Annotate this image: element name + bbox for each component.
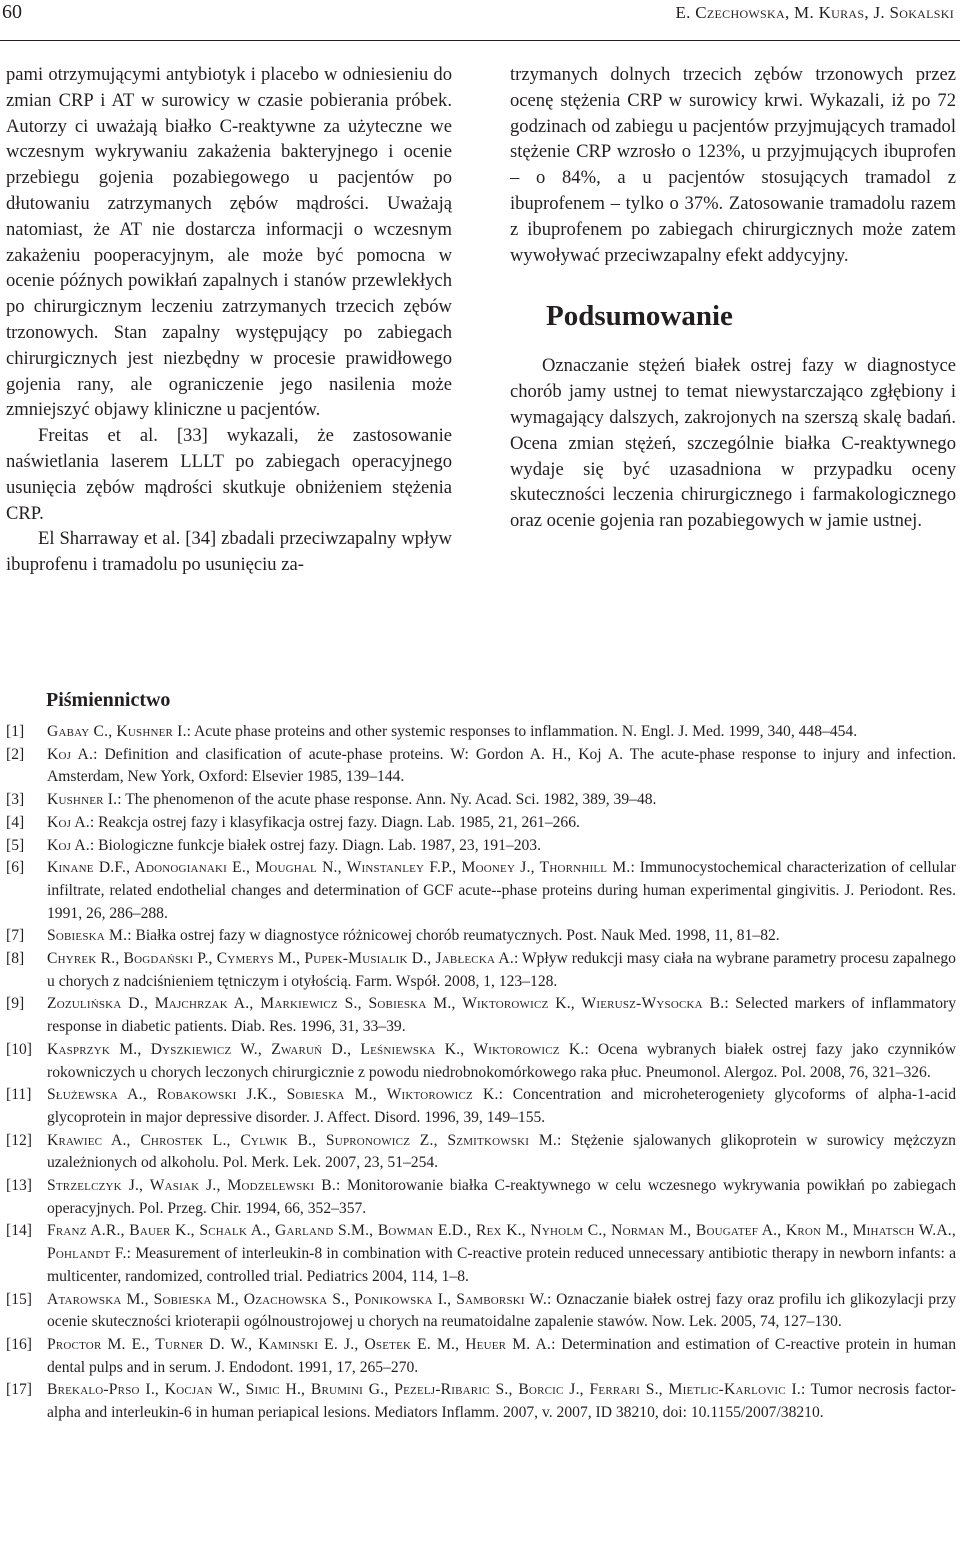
reference-item bbox=[6, 721, 956, 744]
reference-authors: Atarowska M., Sobieska M., Ozachowska S., Ponikowska I., Samborski W. bbox=[47, 1290, 548, 1308]
reference-number: [13] bbox=[6, 1177, 32, 1195]
reference-number: [14] bbox=[6, 1222, 32, 1240]
reference-number: [2] bbox=[6, 745, 25, 763]
reference-item bbox=[6, 1175, 956, 1220]
reference-number: [6] bbox=[6, 859, 25, 877]
reference-number: [17] bbox=[6, 1381, 32, 1399]
reference-text: : Wpływ redukcji masy ciała na wybrane parametry procesu zapalnego u chorych z nadciśnieniem tętniczym i otyłością. Farm. Współ. 2008, 1, 123–128. bbox=[47, 950, 956, 990]
reference-number: [8] bbox=[6, 950, 25, 968]
reference-text: : Definition and clasification of acute-phase proteins. W: Gordon A. H., Koj A. The acute-phase response to injury and infection. Amsterdam, New York, Oxford: Elsevier 1985, 139–144. bbox=[47, 745, 957, 786]
reference-number: [7] bbox=[6, 927, 25, 945]
running-head: E. Czechowska, M. Kuras, J. Sokalski bbox=[675, 3, 954, 22]
reference-item bbox=[6, 1379, 956, 1424]
references-heading: Piśmiennictwo bbox=[46, 689, 171, 711]
reference-authors: Franz A.R., Bauer K., Schalk A., Garland S.M., Bowman E.D., Rex K., Nyholm C., Norman M., Bougatef A., Kron M., Mihatsch W.A., Pohlandt F. bbox=[47, 1222, 956, 1263]
right-column bbox=[510, 62, 956, 534]
body-paragraph: pami otrzymującymi antybiotyk i placebo w odniesieniu do zmian CRP i AT w surowicy w czasie pobierania próbek. Autorzy ci uważają białko C-reaktywne za użyteczne we wczesnym wykrywaniu zakażenia bakteryjnego i ocenie przebiegu gojenia pozabiegowego u pacjentów po dłutowaniu zatrzymanych zębów mądrości. Uważają natomiast, że AT nie dostarcza informacji o wczesnym zakażeniu pooperacyjnym, ale może być pomocna w ocenie późnych powikłań zapalnych i stanów przewlekłych po chirurgicznym leczeniu zatrzymanych trzecich zębów trzonowych. Stan zapalny występujący po zabiegach chirurgicznych jest niezbędny w procesie prawidłowego gojenia rany, ale ograniczenie jego nasilenia może zmniejszyć objawy kliniczne u pacjentów. bbox=[6, 64, 452, 421]
reference-authors: Koj A. bbox=[47, 745, 94, 763]
reference-text: : Measurement of interleukin-8 in combination with C-reactive protein reduced unnecessary antibiotic therapy in newborn infants: a multicenter, randomized, controlled trial. Pediatrics 2004, 114, 1–8. bbox=[47, 1245, 956, 1285]
reference-number: [12] bbox=[6, 1131, 32, 1149]
reference-number: [3] bbox=[6, 791, 25, 809]
reference-text: : Biologiczne funkcje białek ostrej fazy. Diagn. Lab. 1987, 23, 191–203. bbox=[89, 836, 541, 854]
reference-item bbox=[6, 1039, 956, 1084]
reference-number: [16] bbox=[6, 1335, 32, 1353]
reference-item bbox=[6, 744, 956, 789]
reference-item bbox=[6, 789, 956, 812]
reference-item bbox=[6, 1334, 956, 1379]
reference-item bbox=[6, 1130, 956, 1175]
reference-text: : Białka ostrej fazy w diagnostyce różnicowej chorób reumatycznych. Post. Nauk Med. 1998, 11, 81–82. bbox=[127, 927, 780, 945]
reference-text: : The phenomenon of the acute phase response. Ann. Ny. Acad. Sci. 1982, 389, 39–48. bbox=[117, 791, 657, 809]
reference-text: : Tumor necrosis factor-alpha and interleukin-6 in human periapical lesions. Mediators Inflamm. 2007, v. 2007, ID 38210, doi: 10.1155/2007/38210. bbox=[47, 1381, 956, 1422]
reference-text: : Ocena wybranych białek ostrej fazy jako czynników rokowniczych u chorych leczonych chirurgicznie z powodu niedrobnokomórkowego raka płuc. Pneumonol. Alergoz. Pol. 2008, 76, 321–326. bbox=[47, 1040, 956, 1081]
reference-number: [5] bbox=[6, 836, 25, 854]
reference-authors: Koj A. bbox=[47, 836, 90, 854]
header-rule bbox=[0, 40, 960, 41]
reference-text: : Acute phase proteins and other systemic responses to inflammation. N. Engl. J. Med. 1999, 340, 448–454. bbox=[186, 723, 858, 740]
body-paragraph: El Sharraway et al. [34] zbadali przeciwzapalny wpływ ibuprofenu i tramadolu po usunięciu za- bbox=[6, 528, 452, 576]
reference-number: [11] bbox=[6, 1086, 32, 1104]
reference-item bbox=[6, 993, 956, 1038]
references-section bbox=[6, 688, 956, 1425]
reference-authors: Sobieska M. bbox=[47, 927, 128, 945]
reference-authors: Kasprzyk M., Dyszkiewicz W., Zwaruń D., Leśniewska K., Wiktorowicz K. bbox=[47, 1040, 585, 1058]
reference-number: [10] bbox=[6, 1040, 32, 1058]
reference-item bbox=[6, 857, 956, 925]
body-paragraph: Freitas et al. [33] wykazali, że zastosowanie naświetlania laserem LLLT po zabiegach operacyjnego usunięcia zębów mądrości skutkuje obniżeniem stężenia CRP. bbox=[6, 425, 452, 524]
reference-number: [1] bbox=[6, 723, 25, 740]
section-heading: Podsumowanie bbox=[546, 300, 733, 333]
page-number: 60 bbox=[2, 1, 22, 23]
reference-item bbox=[6, 1220, 956, 1288]
reference-authors: Strzelczyk J., Wasiak J., Modzelewski B. bbox=[47, 1177, 336, 1195]
reference-authors: Koj A. bbox=[47, 813, 90, 831]
reference-authors: Zozulińska D., Majchrzak A., Markiewicz S., Sobieska M., Wiktorowicz K., Wierusz-Wysocka B. bbox=[47, 995, 725, 1013]
reference-text: : Concentration and microheterogeniety glycoforms of alpha-1-acid glycoprotein in major depressive disorder. J. Affect. Disord. 1996, 39, 149–155. bbox=[47, 1086, 957, 1126]
reference-authors: Służewska A., Robakowski J.K., Sobieska M., Wiktorowicz K. bbox=[47, 1086, 499, 1104]
reference-authors: Chyrek R., Bogdański P., Cymerys M., Pupek-Musialik D., Jabłecka A. bbox=[47, 950, 514, 968]
reference-item bbox=[6, 812, 956, 835]
reference-authors: Gabay C., Kushner I. bbox=[47, 723, 187, 740]
reference-list bbox=[6, 721, 956, 1425]
reference-item bbox=[6, 1084, 956, 1129]
reference-item bbox=[6, 1289, 956, 1334]
reference-number: [15] bbox=[6, 1290, 32, 1308]
reference-number: [9] bbox=[6, 995, 25, 1013]
reference-text: : Oznaczanie białek ostrej fazy oraz profilu ich glikozylacji przy ocenie skuteczności krioterapii ogólnoustrojowej u chorych na reumatoidalne zapalenie stawów. Now. Lek. 2005, 74, 127–130. bbox=[47, 1290, 957, 1331]
left-column bbox=[6, 62, 452, 578]
summary-paragraph: Oznaczanie stężeń białek ostrej fazy w diagnostyce chorób jamy ustnej to temat niewystarczająco zgłębiony i wymagający dalszych, zakrojonych na szerszą skalę badań. Ocena zmian stężeń, szczególnie białka C-reaktywnego wydaje się być uzasadniona w przypadku oceny skuteczności leczenia chirurgicznego i farmakologicznego oraz ocenie gojenia ran pozabiegowych w jamie ustnej. bbox=[510, 355, 956, 532]
reference-text: : Immunocystochemical characterization of cellular infiltrate, related endothelial changes and determination of GCF acute--phase proteins during human experimental gingivitis. J. Periodont. Res. 1991, 26, 286–288. bbox=[47, 859, 956, 922]
reference-text: : Determination and estimation of C-reactive protein in human dental pulps and in serum. J. Endodont. 1991, 17, 265–270. bbox=[47, 1335, 956, 1376]
reference-authors: Brekalo-Prso I., Kocjan W., Simic H., Brumini G., Pezelj-Ribaric S., Borcic J., Ferrari S., Mietlic-Karlovic I. bbox=[47, 1381, 802, 1399]
reference-text: : Stężenie sjalowanych glikoprotein w surowicy mężczyzn uzależnionych od alkoholu. Pol. Merk. Lek. 2007, 23, 51–254. bbox=[47, 1131, 956, 1172]
reference-text: : Reakcja ostrej fazy i klasyfikacja ostrej fazy. Diagn. Lab. 1985, 21, 261–266. bbox=[89, 813, 580, 831]
reference-authors: Krawiec A., Chrostek L., Cylwik B., Supronowicz Z., Szmitkowski M. bbox=[47, 1131, 558, 1149]
reference-authors: Kinane D.F., Adonogianaki E., Moughal N., Winstanley F.P., Mooney J., Thornhill M. bbox=[47, 859, 631, 877]
reference-number: [4] bbox=[6, 813, 25, 831]
reference-authors: Proctor M. E., Turner D. W., Kaminski E. J., Osetek E. M., Heuer M. A. bbox=[47, 1335, 552, 1353]
body-paragraph: trzymanych dolnych trzecich zębów trzonowych przez ocenę stężenia CRP w surowicy krwi. Wykazali, iż po 72 godzinach od zabiegu u pacjentów przyjmujących tramadol stężenie CRP wzrosło o 123%, u przyjmujących ibuprofen – o 84%, a u pacjentów stosujących tramadol z ibuprofenem – tylko o 37%. Zatosowanie tramadolu razem z ibuprofenem po zabiegach chirurgicznych może zatem wywoływać przeciwzapalny efekt addycyjny. bbox=[510, 64, 956, 266]
reference-item bbox=[6, 948, 956, 993]
reference-text: : Selected markers of inflammatory response in diabetic patients. Diab. Res. 1996, 31, 33–39. bbox=[47, 995, 956, 1036]
reference-item bbox=[6, 835, 956, 858]
reference-authors: Kushner I. bbox=[47, 791, 118, 809]
reference-item bbox=[6, 925, 956, 948]
reference-text: : Monitorowanie białka C-reaktywnego w celu wczesnego wykrywania powikłań po zabiegach operacyjnych. Pol. Przeg. Chir. 1994, 66, 352–357. bbox=[47, 1177, 956, 1217]
